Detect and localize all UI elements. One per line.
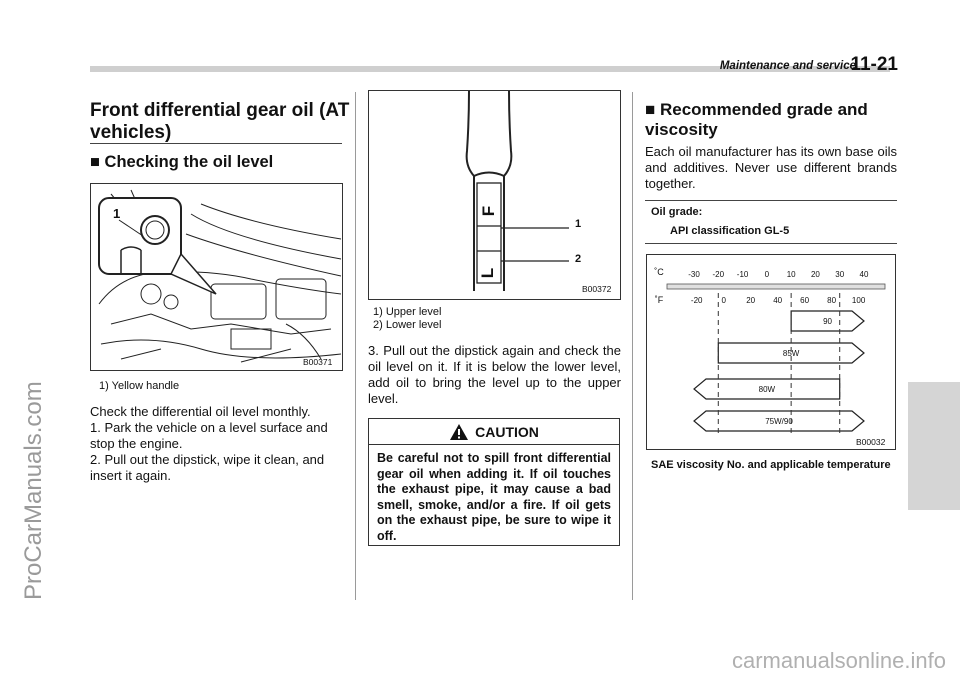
celsius-unit: ˚C (654, 267, 664, 277)
celsius-tick-label: 30 (835, 270, 845, 279)
caution-header (369, 419, 619, 445)
callout-1: 1 (113, 206, 121, 221)
mark-f: F (479, 205, 499, 217)
callout-2: 2 (575, 253, 582, 265)
celsius-tick-label: 20 (810, 270, 820, 279)
paragraph: Check the differential oil level monthly. (90, 404, 311, 419)
warning-icon (449, 423, 469, 441)
celsius-tick-label: 10 (786, 270, 796, 279)
caption-lower: 2) Lower level (373, 319, 442, 331)
fahrenheit-tick-label: 80 (827, 296, 837, 305)
chart-caption: SAE viscosity No. and applicable temperature (651, 459, 891, 471)
intro-paragraph: Each oil manufacturer has its own base oils and additives. Never use different brands together. (645, 144, 897, 191)
title-rule (90, 143, 342, 144)
celsius-tick-label: -30 (688, 270, 700, 279)
section-title: ■ Recommended grade and viscosity (645, 100, 868, 139)
rule (645, 200, 897, 201)
engine-bay-drawing (91, 184, 343, 371)
viscosity-grade-label: 75W/90 (765, 417, 793, 426)
fahrenheit-tick-label: 40 (773, 296, 783, 305)
celsius-tick-label: 0 (764, 270, 770, 279)
celsius-tick-label: 40 (859, 270, 869, 279)
celsius-tick-label: -10 (736, 270, 749, 279)
viscosity-chart (646, 254, 896, 450)
caption-upper: 1) Upper level (373, 306, 442, 318)
oil-grade-value: API classification GL-5 (670, 225, 790, 237)
fahrenheit-tick-label: 100 (851, 296, 866, 305)
mark-l: L (478, 267, 498, 279)
viscosity-grade-label: 80W (758, 385, 776, 394)
fahrenheit-tick-label: -20 (690, 296, 703, 305)
side-watermark: ProCarManuals.com (20, 381, 47, 600)
fahrenheit-tick-label: 20 (746, 296, 756, 305)
callout-1: 1 (575, 218, 582, 230)
step-2: 2. Pull out the dipstick, wipe it clean, and insert it again. (90, 452, 325, 483)
dipstick-figure (368, 90, 621, 300)
bottom-watermark: carmanualsonline.info (731, 648, 946, 673)
fahrenheit-tick-label: 0 (721, 296, 726, 305)
section-label: Maintenance and service (719, 60, 856, 72)
temperature-scale-bar (667, 284, 885, 289)
caution-box (368, 418, 620, 546)
caution-title: CAUTION (475, 423, 539, 440)
section-title: Front differential gear oil (AT vehicles) (90, 100, 350, 143)
caution-text: Be careful not to spill front differential gear oil when adding it. If oil touches the exhaust pipe, it may cause a bad smell, smoke, and/or a fire. If oil gets on the exhaust pipe, be sure to wipe it off. (377, 451, 611, 543)
column-divider (355, 92, 356, 600)
fahrenheit-tick-label: 60 (800, 296, 810, 305)
viscosity-chart-svg (647, 255, 896, 450)
rule (645, 243, 897, 244)
oil-grade-label: Oil grade: (651, 206, 703, 218)
subsection-title: ■ Checking the oil level (90, 153, 274, 171)
viscosity-grade-label: 85W (782, 349, 800, 358)
chapter-tab (908, 382, 960, 510)
figure-caption: 1) Yellow handle (99, 380, 180, 392)
figure-code: B00371 (303, 357, 333, 367)
figure-code: B00032 (856, 437, 886, 447)
column-divider (632, 92, 633, 600)
step-3: 3. Pull out the dipstick again and check the oil level on it. If it is below the lower level, add oil to bring the level up to the upper level. (368, 343, 621, 406)
fahrenheit-unit: ˚F (654, 295, 664, 305)
figure-code: B00372 (582, 284, 612, 294)
celsius-tick-label: -20 (712, 270, 725, 279)
step-1: 1. Park the vehicle on a level surface and stop the engine. (90, 420, 328, 451)
viscosity-grade-label: 90 (823, 317, 833, 326)
engine-bay-figure (90, 183, 343, 371)
page-number: 11-21 (850, 54, 898, 75)
